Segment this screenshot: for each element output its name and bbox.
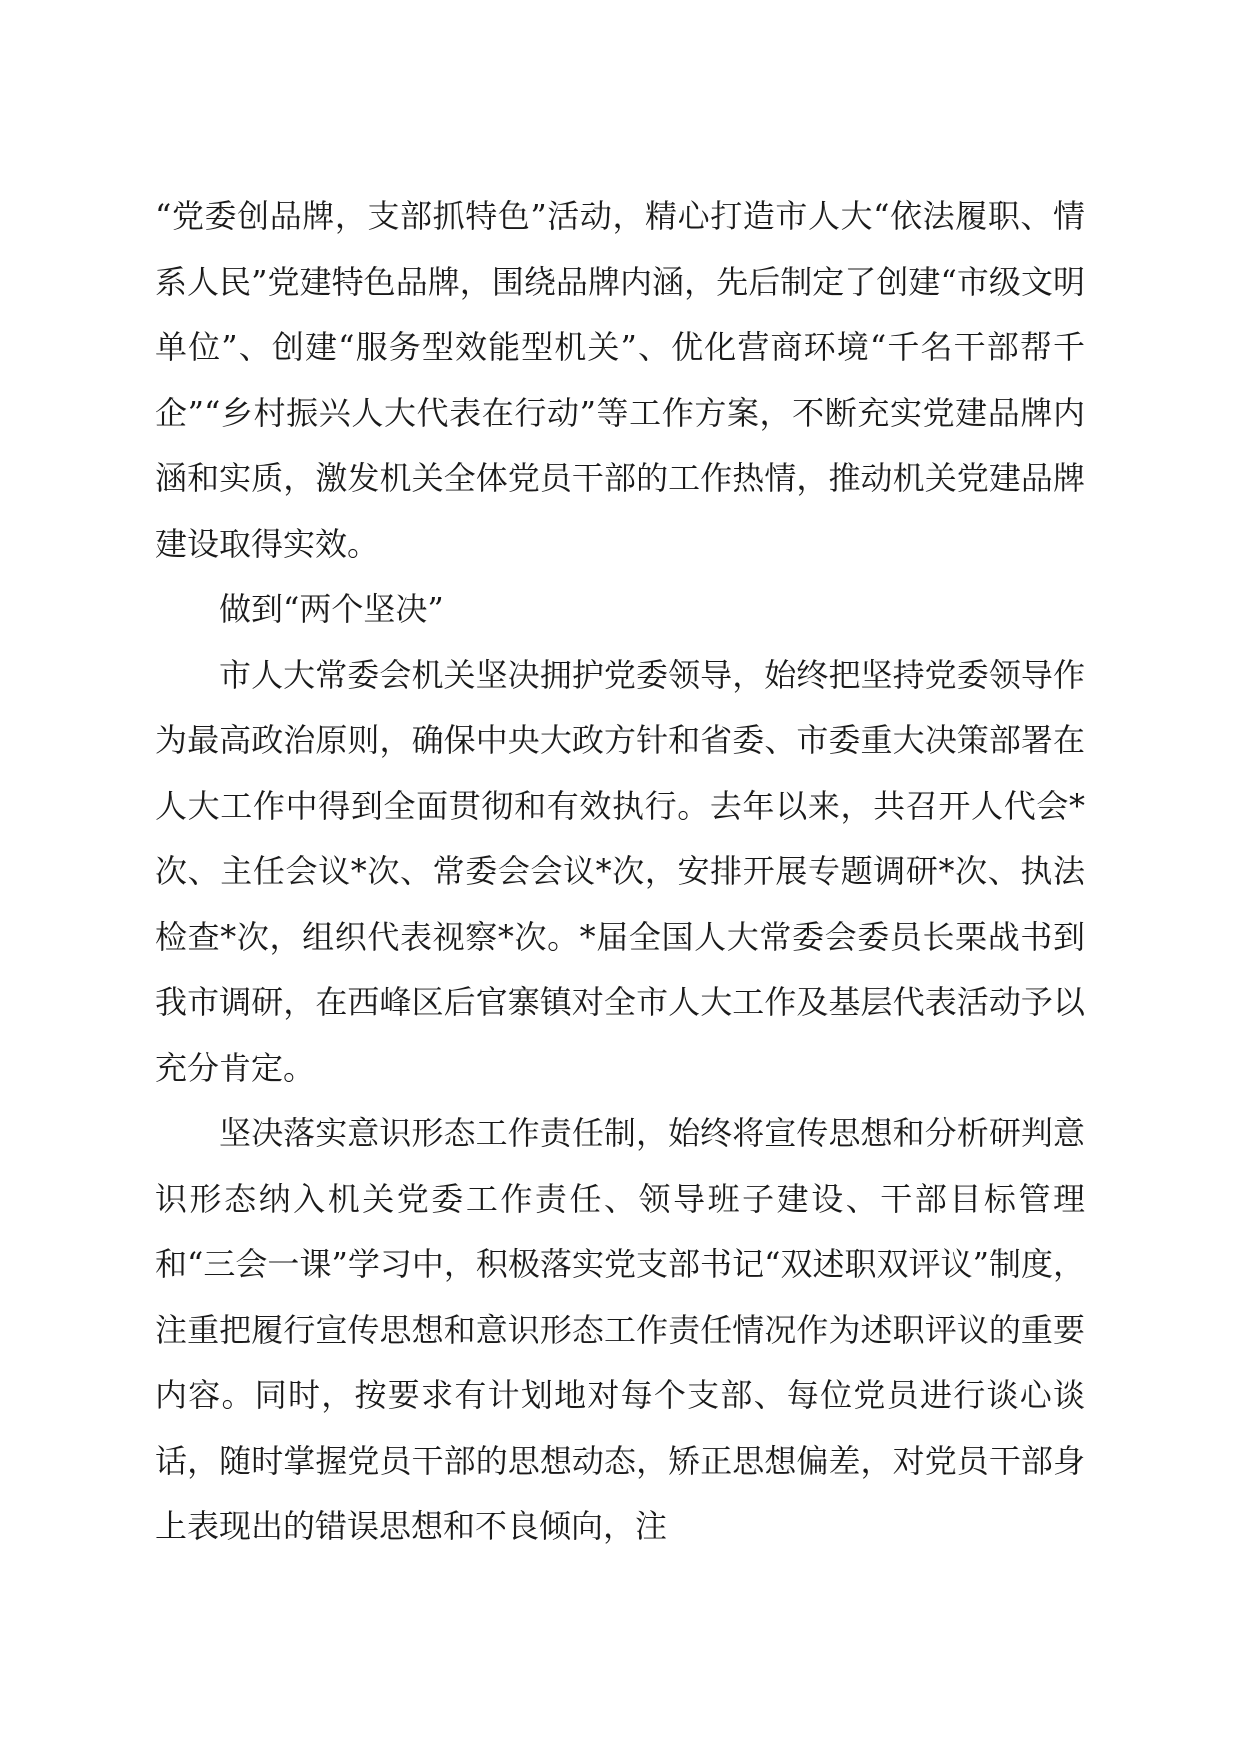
section-heading: 做到“两个坚决” [219,590,444,628]
document-body [155,184,1085,1560]
paragraph-ideology: 坚决落实意识形态工作责任制，始终将宣传思想和分析研判意识形态纳入机关党委工作责任、领导班子建设、干部目标管理和“三会一课”学习中，积极落实党支部书记“双述职双评议”制度，注重把履行宣传思想和意识形态工作责任情况作为述职评议的重要内容。同时，按要求有计划地对每个支部、每位党员进行谈心谈话，随时掌握党员干部的思想动态，矫正思想偏差，对党员干部身上表现出的错误思想和不良倾向，注 [155,1114,1085,1545]
paragraph-continuation: “党委创品牌，支部抓特色”活动，精心打造市人大“依法履职、情系人民”党建特色品牌，围绕品牌内涵，先后制定了创建“市级文明单位”、创建“服务型效能型机关”、优化营商环境“千名干部帮千企”“乡村振兴人大代表在行动”等工作方案，不断充实党建品牌内涵和实质，激发机关全体党员干部的工作热情，推动机关党建品牌建设取得实效。 [155,197,1085,563]
paragraph-leadership: 市人大常委会机关坚决拥护党委领导，始终把坚持党委领导作为最高政治原则，确保中央大政方针和省委、市委重大决策部署在人大工作中得到全面贯彻和有效执行。去年以来，共召开人代会*次、主任会议*次、常委会会议*次，安排开展专题调研*次、执法检查*次，组织代表视察*次。*届全国人大常委会委员长栗战书到我市调研，在西峰区后官寨镇对全市人大工作及基层代表活动予以充分肯定。 [155,655,1085,1087]
